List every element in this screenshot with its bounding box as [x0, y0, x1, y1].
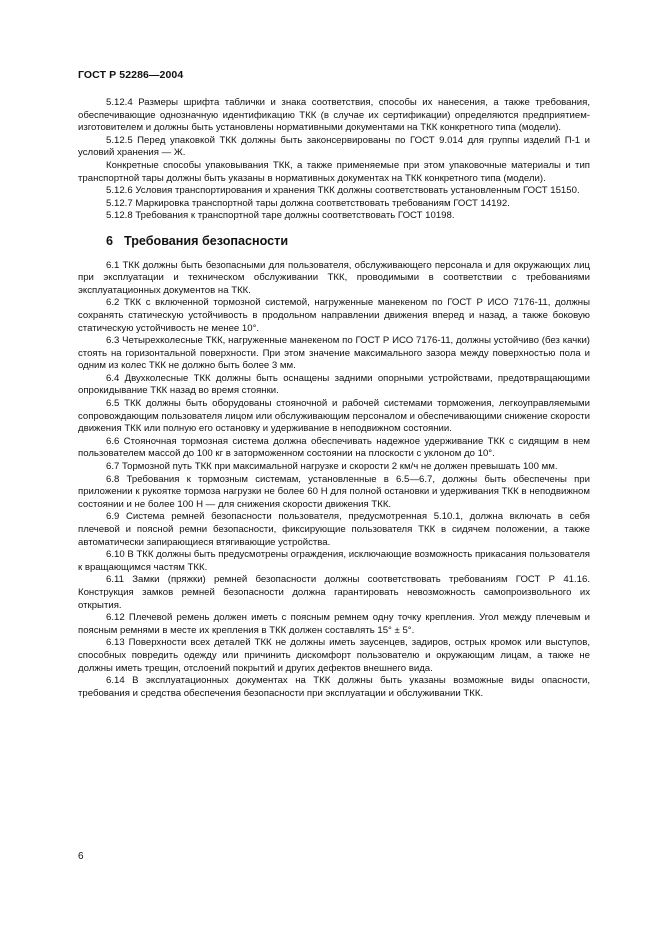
paragraph-5-12-6: 5.12.6 Условия транспортирования и хранения ТКК должны соответствовать установленным ГОСТ 15150. — [106, 185, 580, 197]
paragraph-6-2: 6.2 ТКК с включенной тормозной системой, нагруженные манекеном по ГОСТ Р ИСО 7176-11, должны сохранять статическую устойчивость в продольном направлении движения вперед и назад, а также боковую статическую устойчивость не менее 10°. — [78, 297, 590, 334]
paragraph-6-8: 6.8 Требования к тормозным системам, установленные в 6.5—6.7, должны быть обеспечены при приложении к рукоятке тормоза нагрузки не более 60 Н для полной остановки и удерживания ТКК в неподвижном состоянии и не более 100 Н — для снижения скорости движения ТКК. — [78, 473, 590, 510]
paragraph-5-12-4: 5.12.4 Размеры шрифта таблички и знака соответствия, способы их нанесения, а также требования, обеспечивающие однозначную идентификацию ТКК (в случае их сертификации) определяются предприятием-изготовителем и должны быть установлены нормативными документами на ТКК конкретного типа (модели). — [78, 97, 590, 134]
paragraph-packaging-methods: Конкретные способы упаковывания ТКК, а также применяемые при этом упаковочные материалы и тип транспортной тары должны быть указаны в нормативных документах на ТКК конкретного типа (модели). — [78, 159, 590, 184]
paragraph-6-9: 6.9 Система ремней безопасности пользователя, предусмотренная 5.10.1, должна включать в себя плечевой и поясной ремни безопасности, фиксирующие пользователя ТКК в сидячем положении, а также автоматически запирающиеся втягивающие устройства. — [78, 511, 590, 548]
paragraph-5-12-7: 5.12.7 Маркировка транспортной тары должна соответствовать требованиям ГОСТ 14192. — [106, 197, 510, 209]
paragraph-6-12: 6.12 Плечевой ремень должен иметь с поясным ремнем одну точку крепления. Угол между плечевым и поясным ремнями в месте их крепления в ТКК должен составлять 15° ± 5°. — [78, 612, 590, 636]
section-heading — [78, 235, 590, 248]
paragraph-6-10: 6.10 В ТКК должны быть предусмотрены ограждения, исключающие возможность прикасания пользователя к вращающимся частям ТКК. — [78, 549, 590, 573]
paragraph-5-12-5: 5.12.5 Перед упаковкой ТКК должны быть законсервированы по ГОСТ 9.014 для группы изделий П-1 и условий хранения — Ж. — [78, 134, 590, 159]
paragraph-6-6: 6.6 Стояночная тормозная система должна обеспечивать надежное удерживание ТКК с сидящим в нем пользователем массой до 100 кг в заторможенном состоянии на плоскости с уклоном до 10°. — [78, 435, 590, 460]
paragraph-6-14: 6.14 В эксплуатационных документах на ТКК должны быть указаны возможные виды опасности, требования и средства обеспечения безопасности при эксплуатации и обслуживании ТКК. — [78, 675, 590, 699]
page-number: 6 — [78, 851, 84, 862]
section-number: 6 — [106, 233, 114, 248]
paragraph-6-11: 6.11 Замки (пряжки) ремней безопасности должны соответствовать требованиям ГОСТ Р 41.16. Конструкция замков ремней безопасности должна гарантировать невозможность самопроизвольного их открытия. — [78, 574, 590, 611]
paragraph-6-13: 6.13 Поверхности всех деталей ТКК не должны иметь заусенцев, задиров, острых кромок или выступов, способных повредить одежду или причинить дискомфорт пользователю и окружающим лицам, а также не должны иметь трещин, отслоений покрытий и других дефектов внешнего вида. — [78, 637, 590, 674]
paragraph-6-4: 6.4 Двухколесные ТКК должны быть оснащены задними опорными устройствами, предотвращающими опрокидывание ТКК назад во время стоянки. — [78, 372, 590, 397]
document-body — [78, 97, 590, 700]
paragraph-6-5: 6.5 ТКК должны быть оборудованы стояночной и рабочей системами торможения, легкоуправляемыми сопровождающим пользователя лицом или обслуживающим персоналом и обеспечивающими снижение скорости движения ТКК или полную его остановку и удерживание в неподвижном состоянии. — [78, 398, 590, 435]
document-header-id: ГОСТ Р 52286—2004 — [78, 69, 184, 81]
paragraph-6-3: 6.3 Четырехколесные ТКК, нагруженные манекеном по ГОСТ Р ИСО 7176-11, должны устойчиво (без качки) стоять на горизонтальной поверхности. При этом значение максимального зазора между поверхностью пола и одним из колес ТКК не должно быть более 3 мм. — [78, 335, 590, 372]
paragraph-6-1: 6.1 ТКК должны быть безопасными для пользователя, обслуживающего персонала и для окружающих лиц при эксплуатации и техническом обслуживании ТКК, проводимыми в соответствии с требованиями эксплуатационных документов на ТКК. — [78, 259, 590, 296]
paragraph-6-7: 6.7 Тормозной путь ТКК при максимальной нагрузке и скорости 2 км/ч не должен превышать 100 мм. — [106, 461, 558, 473]
section-title: Требования безопасности — [124, 233, 289, 248]
paragraph-5-12-8: 5.12.8 Требования к транспортной таре должны соответствовать ГОСТ 10198. — [106, 210, 455, 222]
